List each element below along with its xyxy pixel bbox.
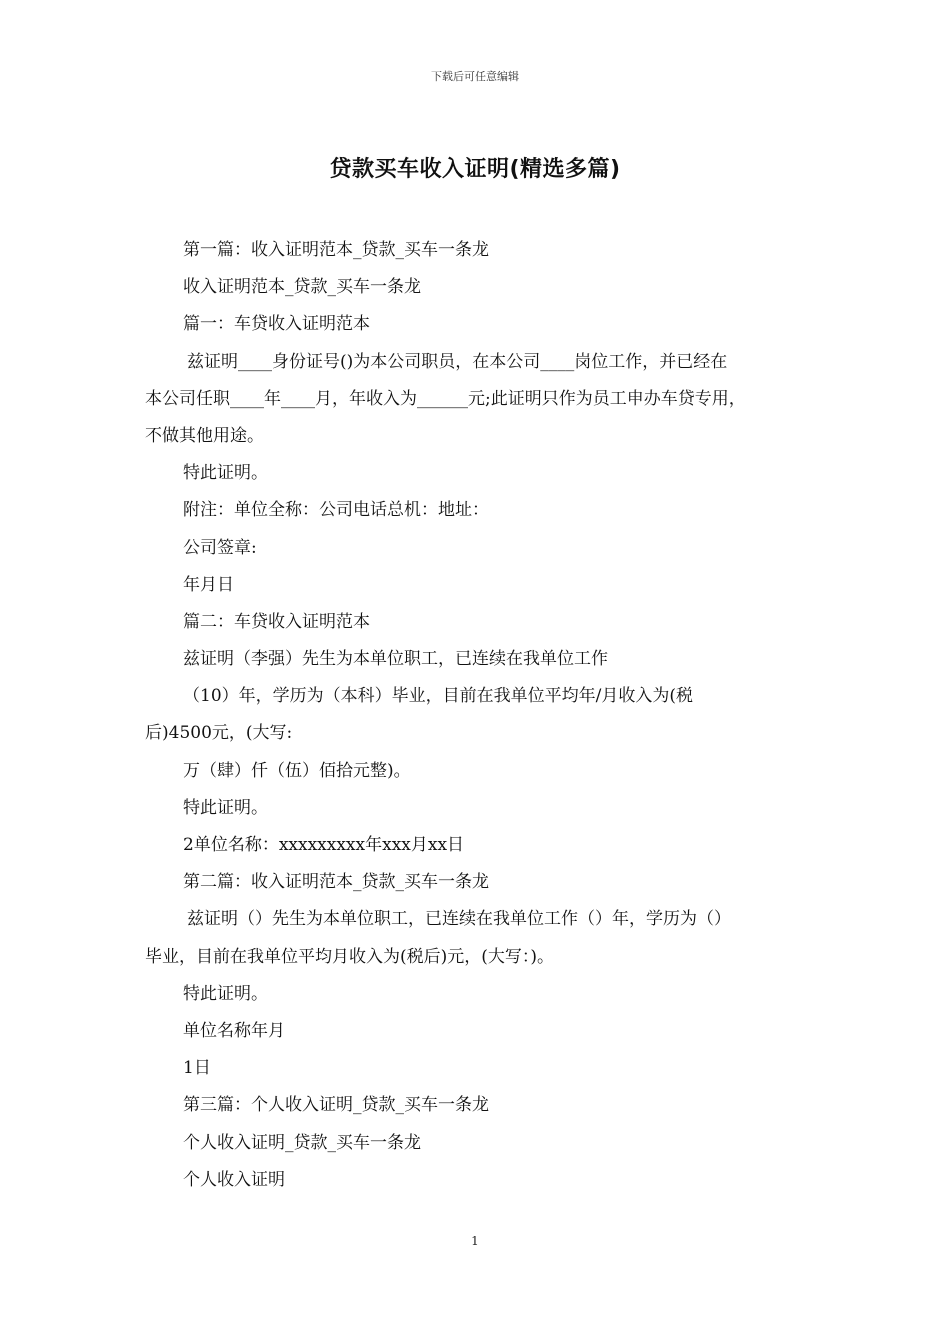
paragraph-line: 兹证明（）先生为本单位职工，已连续在我单位工作（）年，学历为（）	[187, 909, 731, 930]
header-note: 下载后可任意编辑	[431, 70, 519, 83]
paragraph-line: 年月日	[183, 574, 234, 595]
subsection-heading: 篇一：车贷收入证明范本	[183, 314, 370, 335]
paragraph-line: 特此证明。	[183, 463, 268, 484]
paragraph-line: （10）年，学历为（本科）毕业，目前在我单位平均年/月收入为(税	[183, 686, 693, 707]
paragraph-line: 后)4500元，(大写:	[145, 723, 293, 744]
section-heading-2: 第二篇：收入证明范本_贷款_买车一条龙	[183, 872, 489, 893]
subsection-heading: 篇二：车贷收入证明范本	[183, 611, 370, 632]
page-number: 1	[471, 1234, 479, 1248]
paragraph-line: 单位名称年月	[183, 1020, 285, 1041]
paragraph-line: 万（肆）仟（伍）佰拾元整)。	[183, 760, 411, 781]
paragraph-line: 公司签章:	[183, 537, 257, 558]
document-title: 贷款买车收入证明(精选多篇)	[329, 157, 621, 182]
paragraph-line: 兹证明（李强）先生为本单位职工，已连续在我单位工作	[183, 649, 608, 670]
paragraph-line: 1日	[183, 1058, 211, 1079]
paragraph-line: 个人收入证明	[183, 1169, 285, 1190]
paragraph-line: 本公司任职____年____月，年收入为______元;此证明只作为员工申办车贷专用，	[145, 388, 746, 409]
paragraph-line: 附注：单位全称：公司电话总机：地址：	[183, 500, 489, 521]
paragraph-line: 毕业，目前在我单位平均月收入为(税后)元，(大写：)。	[145, 946, 555, 967]
paragraph-line: 不做其他用途。	[145, 425, 264, 446]
paragraph-line: 个人收入证明_贷款_买车一条龙	[183, 1132, 421, 1153]
paragraph-line: 2单位名称：xxxxxxxxx年xxx月xx日	[183, 835, 465, 855]
paragraph-line: 特此证明。	[183, 983, 268, 1004]
section-heading-3: 第三篇：个人收入证明_贷款_买车一条龙	[183, 1095, 489, 1116]
paragraph-line: 特此证明。	[183, 797, 268, 818]
paragraph-line: 兹证明____身份证号()为本公司职员，在本公司____岗位工作，并已经在	[187, 351, 728, 372]
document-body	[145, 232, 815, 1199]
paragraph-line: 收入证明范本_贷款_买车一条龙	[183, 277, 421, 298]
section-heading-1: 第一篇：收入证明范本_贷款_买车一条龙	[183, 240, 489, 260]
